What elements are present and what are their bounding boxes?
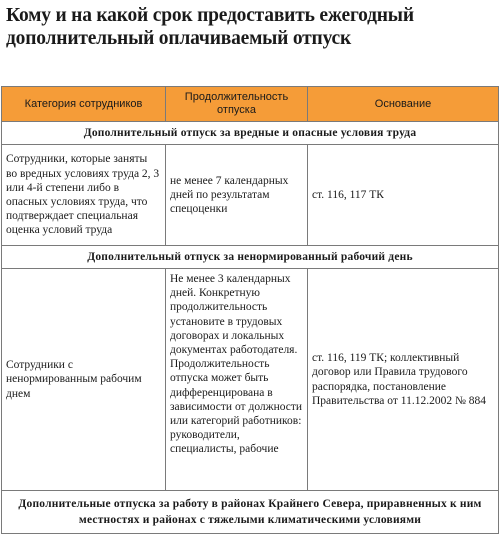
header-category: Категория сотрудников	[2, 87, 166, 122]
cell-duration: Не менее 3 календарных дней. Конкретную продолжительность установите в трудовых договорах и локальных документах работодателя. Продолжительность отпуска может быть дифференцирована в зависимости от должности или категорий работников: руководители, специалисты, рабочие	[166, 269, 308, 491]
table-row	[2, 145, 499, 246]
section-title-harmful: Дополнительный отпуск за вредные и опасные условия труда	[2, 122, 499, 145]
table-header-row	[2, 87, 499, 122]
section-row	[2, 122, 499, 145]
header-basis: Основание	[308, 87, 499, 122]
cell-category: Сотрудники с ненормированным рабочим днем	[2, 269, 166, 491]
cell-basis: ст. 116, 119 ТК; коллективный договор или Правила трудового распорядка, постановление Правительства от 11.12.2002 № 884	[308, 269, 499, 491]
leave-table	[1, 86, 499, 534]
table-row	[2, 269, 499, 491]
cell-duration: не менее 7 календарных дней по результатам спецоценки	[166, 145, 308, 246]
cell-category: Сотрудники, которые заняты во вредных условиях труда 2, 3 или 4-й степени либо в опасных условиях труда, что подтверждает специальная оценка условий труда	[2, 145, 166, 246]
header-duration: Продолжительность отпуска	[166, 87, 308, 122]
section-row	[2, 491, 499, 534]
page-title: Кому и на какой срок предоставить ежегодный дополнительный оплачиваемый отпуск	[6, 5, 414, 49]
section-title-north: Дополнительные отпуска за работу в районах Крайнего Севера, приравненных к ним местностях и районах с тяжелыми климатическими условиями	[2, 491, 499, 534]
section-row	[2, 246, 499, 269]
cell-basis: ст. 116, 117 ТК	[308, 145, 499, 246]
section-title-irregular: Дополнительный отпуск за ненормированный рабочий день	[2, 246, 499, 269]
